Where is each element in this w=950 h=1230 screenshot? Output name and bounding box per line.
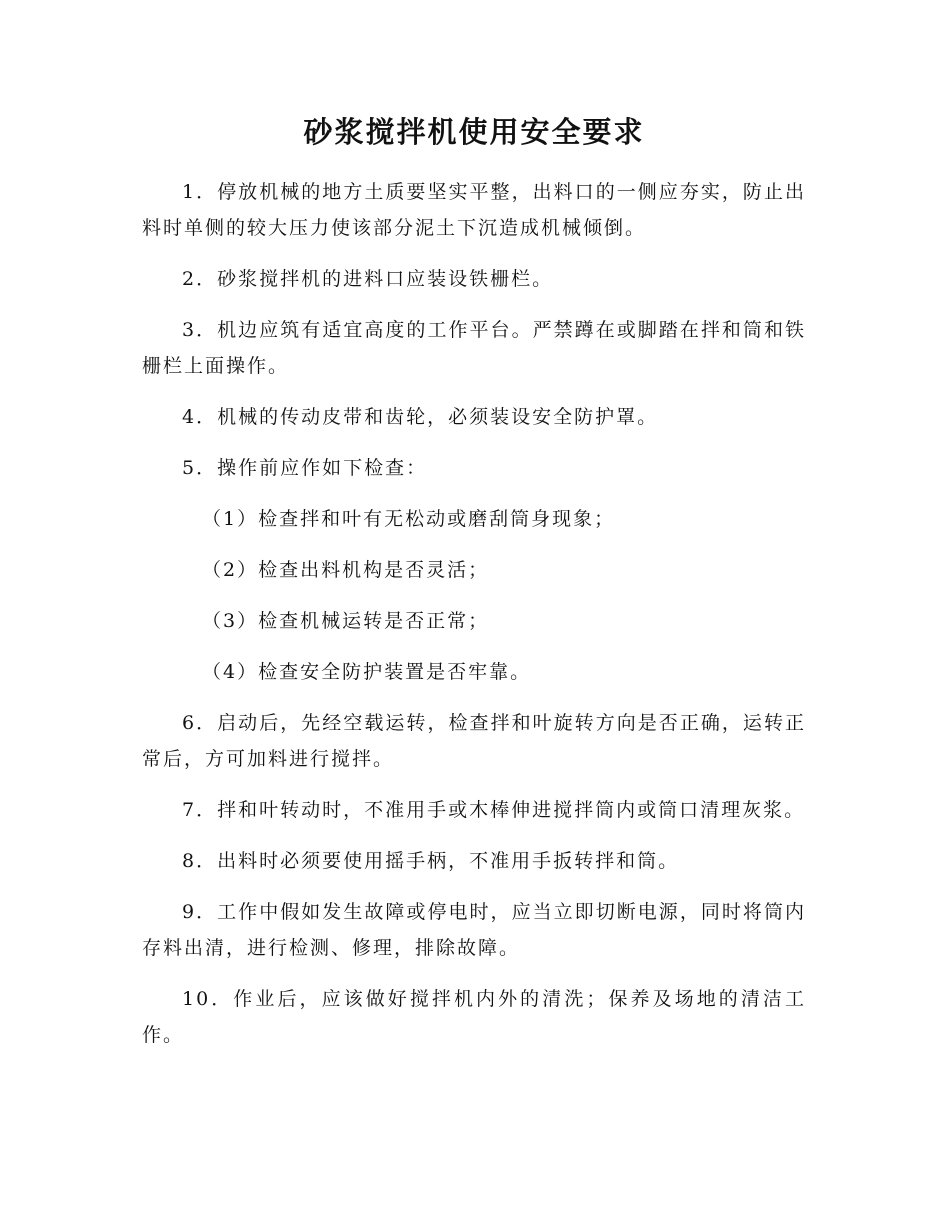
subitem-2: （2）检查出料机构是否灵活； (202, 559, 490, 581)
subitem-3: （3）检查机械运转是否正常； (202, 610, 490, 632)
paragraph-2: 2．砂浆搅拌机的进料口应装设铁栅栏。 (182, 268, 554, 290)
paragraph-3: 3．机边应筑有适宜高度的工作平台。严禁蹲在或脚踏在拌和筒和铁栅栏上面操作。 (142, 319, 806, 377)
subitem-4: （4）检查安全防护装置是否牢靠。 (202, 661, 532, 683)
paragraph-5: 5．操作前应作如下检查： (182, 457, 428, 479)
paragraph-7: 7．拌和叶转动时，不准用手或木棒伸进搅拌筒内或筒口清理灰浆。 (182, 799, 806, 821)
paragraph-4: 4．机械的传动皮带和齿轮，必须装设安全防护罩。 (182, 406, 659, 428)
paragraph-10: 10．作业后，应该做好搅拌机内外的清洗；保养及场地的清洁工作。 (142, 988, 806, 1046)
document-page (142, 108, 806, 1068)
paragraph-6: 6．启动后，先经空载运转，检查拌和叶旋转方向是否正确，运转正常后，方可加料进行搅拌。 (142, 712, 806, 770)
subitem-1: （1）检查拌和叶有无松动或磨刮筒身现象； (202, 508, 616, 530)
paragraph-9: 9．工作中假如发生故障或停电时，应当立即切断电源，同时将筒内存料出清，进行检测、修理，排除故障。 (142, 901, 806, 959)
paragraph-8: 8．出料时必须要使用摇手柄，不准用手扳转拌和筒。 (182, 850, 680, 872)
page-title: 砂浆搅拌机使用安全要求 (303, 115, 645, 149)
paragraph-1: 1．停放机械的地方土质要坚实平整，出料口的一侧应夯实，防止出料时单侧的较大压力使该部分泥土下沉造成机械倾倒。 (142, 181, 806, 239)
